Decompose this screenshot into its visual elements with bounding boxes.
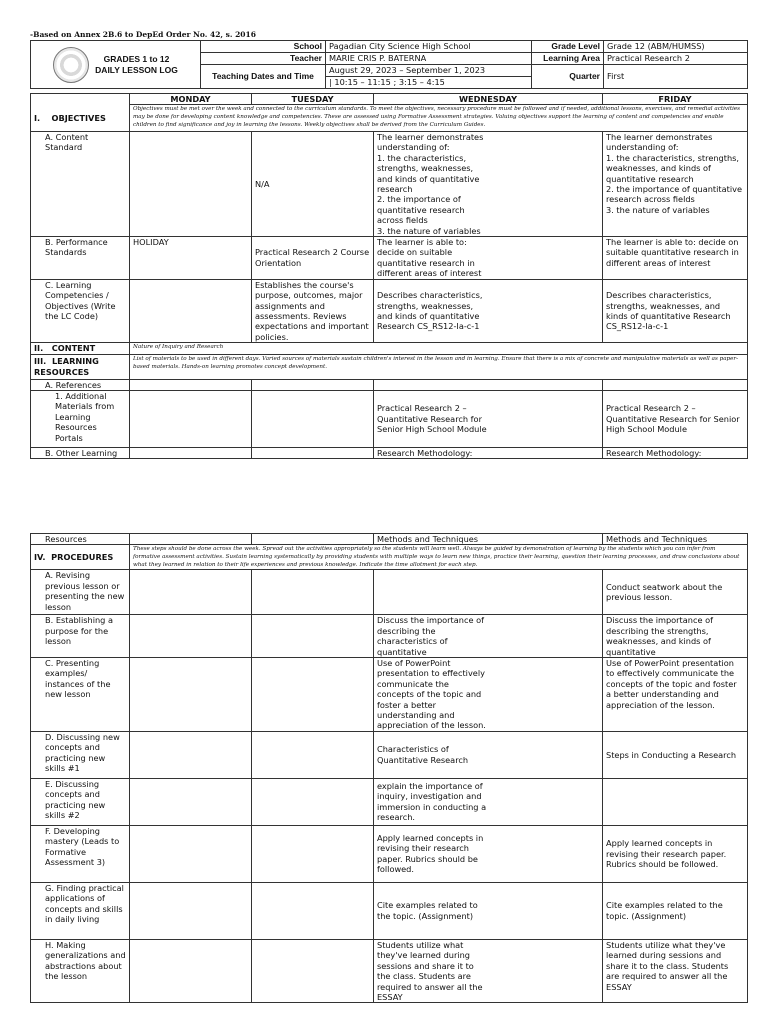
competencies-wednesday: Describes characteristics, strengths, weaknesses, and kinds of quantitative Research CS_RS12-Ia-c-1 [374, 279, 603, 342]
content-standard-monday [130, 132, 252, 237]
objectives-note: Objectives must be met over the week and connected to the curriculum standards. To meet the objectives, necessary procedure must be followed and if needed, additional lessons, exercises, and remedial activities may be done for developing content knowledge and competencies. These are assessed using Formative Assessment strategies. Valuing objectives support the learning of content and competencies and enable children to find significance and joy in learning the lessons. Weekly objectives shall be derived from the Curriculum Guides. [130, 105, 748, 132]
area-label: Learning Area [532, 53, 604, 65]
procedure-row-e-wednesday: explain the importance of inquiry, investigation and immersion in conducting a research. [374, 778, 603, 825]
other-resources-label: B. Other Learning [31, 447, 130, 458]
school-label: School [201, 41, 326, 53]
teacher-value: MARIE CRIS P. BATERNA [326, 53, 532, 65]
day-wednesday: WEDNESDAY [374, 94, 603, 105]
procedure-row-c-friday: Use of PowerPoint presentation to effectively communicate the concepts of the topic and foster a better understanding and appreciation of the lesson. [603, 658, 748, 732]
log-title-cell [31, 41, 201, 89]
procedure-row-e-label: E. Discussing concepts and practicing new skills #2 [31, 778, 130, 825]
objectives-label: I. OBJECTIVES [31, 105, 130, 132]
procedure-row-c-label: C. Presenting examples/ instances of the new lesson [31, 658, 130, 732]
procedure-row-g-wednesday: Cite examples related to the topic. (Assignment) [374, 882, 603, 939]
performance-standard-wednesday: The learner is able to: decide on suitable quantitative research in different areas of interest [374, 237, 603, 280]
procedure-row-g-friday: Cite examples related to the topic. (Assignment) [603, 882, 748, 939]
procedure-row-b-label: B. Establishing a purpose for the lesson [31, 615, 130, 658]
grade-value: Grade 12 (ABM/HUMSS) [604, 41, 748, 53]
performance-standard-tuesday: Practical Research 2 Course Orientation [252, 237, 374, 280]
other-resources-wednesday: Research Methodology: [374, 447, 603, 458]
content-note: Nature of Inquiry and Research [130, 343, 748, 354]
procedure-row-f-label: F. Developing mastery (Leads to Formative Assessment 3) [31, 825, 130, 882]
procedure-row-d-friday: Steps in Conducting a Research [603, 731, 748, 778]
other-resources-wednesday-cont: Methods and Techniques [374, 534, 603, 545]
additional-materials-label: 1. Additional Materials from Learning Resources Portals [31, 390, 130, 447]
teacher-label: Teacher [201, 53, 326, 65]
other-resources-friday: Research Methodology: [603, 447, 748, 458]
competencies-label: C. Learning Competencies / Objectives (Write the LC Code) [31, 279, 130, 342]
competencies-tuesday: Establishes the course's purpose, outcomes, major assignments and assessments. Reviews expectations and important policies. [252, 279, 374, 342]
times-value: | 10:15 – 11:15 ; 3:15 – 4:15 [326, 77, 532, 89]
school-value: Pagadian City Science High School [326, 41, 532, 53]
procedure-row-f-friday: Apply learned concepts in revising their research paper. Rubrics should be followed. [603, 825, 748, 882]
resources-note: List of materials to be used in different days. Varied sources of materials sustain children's interest in the lesson and in learning. Ensure that there is a mix of concrete and manipulative materials as well as paper-based materials. Hands-on learning promotes concept development. [130, 354, 748, 379]
competencies-monday [130, 279, 252, 342]
deped-seal-icon [53, 47, 89, 83]
header-table [30, 40, 748, 89]
procedure-row-h-label: H. Making generalizations and abstractions about the lesson [31, 939, 130, 1002]
dates-label: Teaching Dates and Time [201, 65, 326, 89]
procedure-row-b-friday: Discuss the importance of describing the strengths, weaknesses, and kinds of quantitative [603, 615, 748, 658]
procedure-row-c-wednesday: Use of PowerPoint presentation to effectively communicate the concepts of the topic and foster a better understanding and appreciation of the lesson. [374, 658, 603, 732]
procedure-row-b-wednesday: Discuss the importance of describing the characteristics of quantitative [374, 615, 603, 658]
quarter-value: First [604, 65, 748, 89]
day-monday: MONDAY [130, 94, 252, 105]
procedure-row-f-wednesday: Apply learned concepts in revising their research paper. Rubrics should be followed. [374, 825, 603, 882]
other-resources-label-cont: Resources [31, 534, 130, 545]
additional-materials-friday: Practical Research 2 – Quantitative Research for Senior High School Module [603, 390, 748, 447]
lesson-table-body1 [30, 104, 748, 459]
procedures-label: IV. PROCEDURES [31, 545, 130, 570]
competencies-friday: Describes characteristics, strengths, weaknesses, and kinds of quantitative Research CS_RS12-Ia-c-1 [603, 279, 748, 342]
procedure-row-h-wednesday: Students utilize what they've learned during sessions and share it to the class. Students are required to answer all the ESSAY [374, 939, 603, 1002]
day-tuesday: TUESDAY [252, 94, 374, 105]
content-standard-friday: The learner demonstrates understanding of: 1. the characteristics, strengths, weaknesses, and kinds of quantitative research 2. the importance of quantitative research across fields 3. the nature of variables [603, 132, 748, 237]
quarter-label: Quarter [532, 65, 604, 89]
additional-materials-wednesday: Practical Research 2 – Quantitative Research for Senior High School Module [374, 390, 603, 447]
content-standard-label: A. Content Standard [31, 132, 130, 237]
procedure-row-g-label: G. Finding practical applications of concepts and skills in daily living [31, 882, 130, 939]
grade-label: Grade Level [532, 41, 604, 53]
other-resources-friday-cont: Methods and Techniques [603, 534, 748, 545]
procedure-row-a-wednesday [374, 570, 603, 615]
procedure-row-e-friday [603, 778, 748, 825]
log-title-line2: DAILY LESSON LOG [95, 64, 178, 75]
resources-label: III. LEARNING RESOURCES [31, 354, 130, 379]
procedure-row-a-friday: Conduct seatwork about the previous lesson. [603, 570, 748, 615]
performance-standard-monday: HOLIDAY [130, 237, 252, 280]
lesson-table-page2 [30, 533, 748, 1003]
content-standard-wednesday: The learner demonstrates understanding of: 1. the characteristics, strengths, weaknesses, and kinds of quantitative research 2. the importance of quantitative research across fields 3. the nature of variables [374, 132, 603, 237]
area-value: Practical Research 2 [604, 53, 748, 65]
content-standard-tuesday: N/A [252, 132, 374, 237]
performance-standard-friday: The learner is able to: decide on suitable quantitative research in different areas of interest [603, 237, 748, 280]
procedure-row-d-label: D. Discussing new concepts and practicing new skills #1 [31, 731, 130, 778]
procedures-note: These steps should be done across the week. Spread out the activities appropriately so the students will learn well. Always be guided by demonstration of learning by the students which you can infer from formative assessment activities. Sustain learning systematically by providing students with multiple ways to learn new things, practice their learning, question their learning processes, and draw conclusions about what they learned in relation to their life experiences and previous knowledge. Indicate the time allotment for each step. [130, 545, 748, 570]
day-friday: FRIDAY [603, 94, 748, 105]
procedure-row-a-label: A. Revising previous lesson or presenting the new lesson [31, 570, 130, 615]
procedure-row-h-friday: Students utilize what they've learned during sessions and share it to the class. Students are required to answer all the ESSAY [603, 939, 748, 1002]
references-label: A. References [31, 379, 130, 390]
annex-note: -Based on Annex 2B.6 to DepEd Order No. 42, s. 2016 [30, 30, 256, 39]
log-title-line1: GRADES 1 to 12 [103, 53, 170, 64]
content-label: II. CONTENT [31, 343, 130, 354]
performance-standard-label: B. Performance Standards [31, 237, 130, 280]
dates-value: August 29, 2023 – September 1, 2023 [326, 65, 532, 77]
procedure-row-d-wednesday: Characteristics of Quantitative Research [374, 731, 603, 778]
